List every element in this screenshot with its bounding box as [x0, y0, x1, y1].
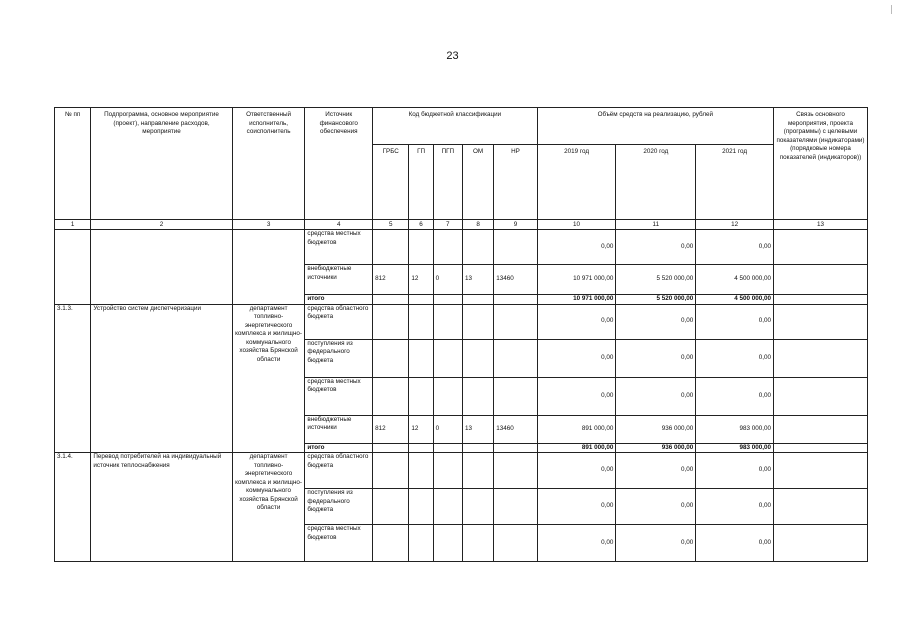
value-2019-cell: 10 971 000,00	[537, 295, 616, 305]
om-cell	[462, 339, 493, 377]
header-2020: 2020 год	[616, 145, 696, 220]
nr-cell	[494, 489, 537, 525]
header-grbs: ГРБС	[373, 145, 409, 220]
om-cell	[462, 443, 493, 453]
source-cell: итого	[305, 295, 373, 305]
grbs-cell	[373, 525, 409, 562]
value-2021-cell: 0,00	[696, 489, 774, 525]
source-cell: внебюджетные источники	[305, 265, 373, 295]
gp-cell	[409, 453, 433, 489]
value-2019-cell: 0,00	[537, 304, 616, 339]
index-cell: 13	[773, 220, 867, 230]
om-cell	[462, 453, 493, 489]
value-2020-cell: 5 520 000,00	[616, 265, 696, 295]
source-cell: поступления из федерального бюджета	[305, 339, 373, 377]
source-cell: средства местных бюджетов	[305, 377, 373, 415]
nr-cell	[494, 339, 537, 377]
header-link: Связь основного мероприятия, проекта (программы) с целевыми показателями (индикаторами) (порядковые номера показателей (индикаторов))	[773, 108, 867, 220]
pgp-cell	[433, 230, 462, 265]
link-cell	[773, 443, 867, 453]
page-number: 23	[446, 50, 459, 62]
value-2019-cell: 0,00	[537, 489, 616, 525]
value-2019-cell: 891 000,00	[537, 443, 616, 453]
item-number: 3.1.4.	[55, 453, 91, 562]
om-cell: 13	[462, 265, 493, 295]
om-cell: 13	[462, 415, 493, 443]
index-cell: 1	[55, 220, 91, 230]
item-name: Устройство систем диспетчеризации	[91, 304, 232, 453]
index-cell: 5	[373, 220, 409, 230]
pgp-cell	[433, 304, 462, 339]
budget-table	[54, 107, 868, 562]
scan-edge-mark	[891, 5, 892, 14]
header-2019: 2019 год	[537, 145, 616, 220]
index-cell: 9	[494, 220, 537, 230]
header-no: № пп	[55, 108, 91, 220]
om-cell	[462, 295, 493, 305]
value-2021-cell: 4 500 000,00	[696, 265, 774, 295]
gp-cell	[409, 489, 433, 525]
nr-cell	[494, 295, 537, 305]
link-cell	[773, 415, 867, 443]
pgp-cell	[433, 489, 462, 525]
value-2020-cell: 0,00	[616, 377, 696, 415]
gp-cell	[409, 377, 433, 415]
header-nr: НР	[494, 145, 537, 220]
grbs-cell	[373, 489, 409, 525]
grbs-cell	[373, 304, 409, 339]
nr-cell	[494, 304, 537, 339]
header-source: Источник финансового обеспечения	[305, 108, 373, 220]
index-cell: 3	[232, 220, 305, 230]
pgp-cell	[433, 443, 462, 453]
value-2021-cell: 0,00	[696, 339, 774, 377]
value-2021-cell: 0,00	[696, 304, 774, 339]
value-2021-cell: 983 000,00	[696, 443, 774, 453]
value-2019-cell: 891 000,00	[537, 415, 616, 443]
om-cell	[462, 525, 493, 562]
om-cell	[462, 304, 493, 339]
gp-cell	[409, 525, 433, 562]
item-name: Перевод потребителей на индивидуальный источник теплоснабжения	[91, 453, 232, 562]
link-cell	[773, 339, 867, 377]
index-cell: 11	[616, 220, 696, 230]
gp-cell	[409, 443, 433, 453]
value-2020-cell: 0,00	[616, 453, 696, 489]
value-2021-cell: 0,00	[696, 453, 774, 489]
pgp-cell	[433, 295, 462, 305]
value-2021-cell: 0,00	[696, 377, 774, 415]
gp-cell	[409, 295, 433, 305]
value-2020-cell: 5 520 000,00	[616, 295, 696, 305]
gp-cell: 12	[409, 265, 433, 295]
nr-cell	[494, 443, 537, 453]
grbs-cell	[373, 453, 409, 489]
value-2019-cell: 0,00	[537, 453, 616, 489]
index-cell: 6	[409, 220, 433, 230]
gp-cell	[409, 304, 433, 339]
link-cell	[773, 377, 867, 415]
value-2020-cell: 0,00	[616, 230, 696, 265]
value-2021-cell: 0,00	[696, 230, 774, 265]
source-cell: средства областного бюджета	[305, 304, 373, 339]
nr-cell: 13460	[494, 415, 537, 443]
nr-cell	[494, 230, 537, 265]
link-cell	[773, 295, 867, 305]
grbs-cell	[373, 230, 409, 265]
index-cell: 8	[462, 220, 493, 230]
table-row	[55, 304, 868, 339]
grbs-cell	[373, 443, 409, 453]
index-cell: 2	[91, 220, 232, 230]
header-volume: Объём средств на реализацию, рублей	[537, 108, 773, 145]
header-program: Подпрограмма, основное мероприятие (проект), направление расходов, мероприятие	[91, 108, 232, 220]
source-cell: поступления из федерального бюджета	[305, 489, 373, 525]
link-cell	[773, 453, 867, 489]
link-cell	[773, 489, 867, 525]
grbs-cell: 812	[373, 265, 409, 295]
value-2021-cell: 983 000,00	[696, 415, 774, 443]
value-2019-cell: 0,00	[537, 377, 616, 415]
value-2020-cell: 936 000,00	[616, 415, 696, 443]
link-cell	[773, 304, 867, 339]
pgp-cell	[433, 525, 462, 562]
item-name	[91, 230, 232, 305]
value-2020-cell: 0,00	[616, 304, 696, 339]
header-pgp: ПГП	[433, 145, 462, 220]
grbs-cell	[373, 377, 409, 415]
value-2020-cell: 0,00	[616, 339, 696, 377]
header-budget-code: Код бюджетной классификации	[373, 108, 538, 145]
source-cell: средства местных бюджетов	[305, 525, 373, 562]
value-2021-cell: 0,00	[696, 525, 774, 562]
om-cell	[462, 230, 493, 265]
index-cell: 12	[696, 220, 774, 230]
value-2019-cell: 10 971 000,00	[537, 265, 616, 295]
item-responsible: департамент топливно-энергетического комплекса и жилищно-коммунального хозяйства Брянской области	[232, 453, 305, 562]
index-cell: 7	[433, 220, 462, 230]
gp-cell	[409, 339, 433, 377]
value-2019-cell: 0,00	[537, 525, 616, 562]
item-responsible: департамент топливно-энергетического комплекса и жилищно-коммунального хозяйства Брянской области	[232, 304, 305, 453]
nr-cell	[494, 377, 537, 415]
grbs-cell	[373, 295, 409, 305]
om-cell	[462, 489, 493, 525]
nr-cell	[494, 453, 537, 489]
source-cell: средства местных бюджетов	[305, 230, 373, 265]
item-number: 3.1.3.	[55, 304, 91, 453]
pgp-cell	[433, 377, 462, 415]
value-2020-cell: 0,00	[616, 489, 696, 525]
grbs-cell: 812	[373, 415, 409, 443]
link-cell	[773, 230, 867, 265]
header-responsible: Ответственный исполнитель, соисполнитель	[232, 108, 305, 220]
header-gp: ГП	[409, 145, 433, 220]
source-cell: внебюджетные источники	[305, 415, 373, 443]
link-cell	[773, 265, 867, 295]
gp-cell: 12	[409, 415, 433, 443]
source-cell: итого	[305, 443, 373, 453]
value-2020-cell: 936 000,00	[616, 443, 696, 453]
value-2020-cell: 0,00	[616, 525, 696, 562]
value-2019-cell: 0,00	[537, 339, 616, 377]
pgp-cell	[433, 339, 462, 377]
index-cell: 4	[305, 220, 373, 230]
item-responsible	[232, 230, 305, 305]
source-cell: средства областного бюджета	[305, 453, 373, 489]
pgp-cell: 0	[433, 265, 462, 295]
nr-cell: 13460	[494, 265, 537, 295]
index-cell: 10	[537, 220, 616, 230]
index-row	[55, 220, 868, 230]
value-2021-cell: 4 500 000,00	[696, 295, 774, 305]
header-om: ОМ	[462, 145, 493, 220]
link-cell	[773, 525, 867, 562]
item-number	[55, 230, 91, 305]
om-cell	[462, 377, 493, 415]
pgp-cell: 0	[433, 415, 462, 443]
table-row	[55, 230, 868, 265]
table-row	[55, 453, 868, 489]
value-2019-cell: 0,00	[537, 230, 616, 265]
pgp-cell	[433, 453, 462, 489]
gp-cell	[409, 230, 433, 265]
grbs-cell	[373, 339, 409, 377]
header-2021: 2021 год	[696, 145, 774, 220]
nr-cell	[494, 525, 537, 562]
